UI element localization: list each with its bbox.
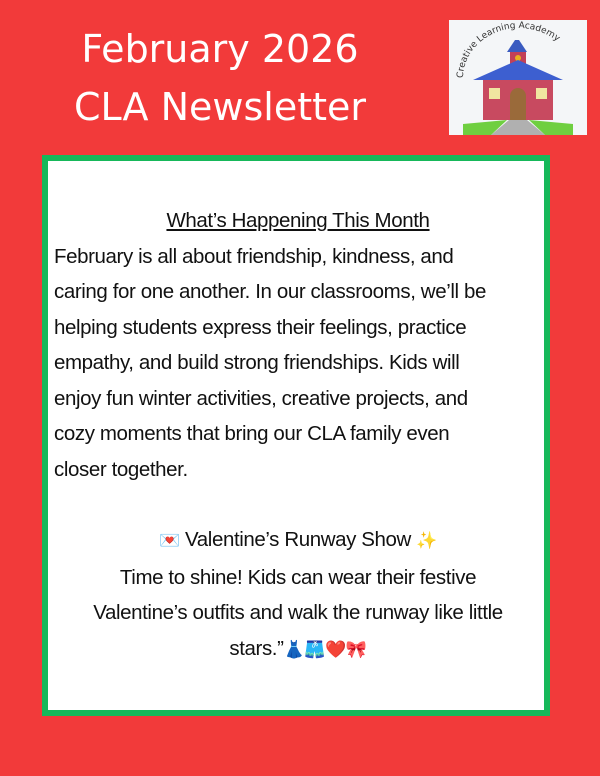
- paragraph-line: February is all about friendship, kindness, and: [54, 244, 454, 268]
- paragraph-line: empathy, and build strong friendships. Kids will: [54, 351, 460, 374]
- paragraph-line: cozy moments that bring our CLA family even: [54, 422, 450, 445]
- runway-heading-text: Valentine’s Runway Show: [185, 528, 411, 551]
- title-line-2: CLA Newsletter: [73, 85, 367, 129]
- schoolhouse-icon: [449, 20, 587, 135]
- paragraph-line: Time to shine! Kids can wear their festive: [119, 565, 477, 589]
- love-letter-icon: 💌: [158, 531, 180, 551]
- paragraph-line: Valentine’s outfits and walk the runway like little: [93, 601, 503, 624]
- outfit-emoji-icons: 👗🩳❤️🎀: [283, 639, 367, 660]
- svg-text:Creative Learning Academy: Creative Learning Academy: [455, 20, 562, 79]
- paragraph-line: caring for one another. In our classrooms, we’ll be: [54, 280, 486, 303]
- paragraph-line: helping students express their feelings, practice: [54, 315, 467, 339]
- newsletter-title: [20, 20, 420, 136]
- newsletter-card: [42, 155, 550, 716]
- section-heading-happening: What’s Happening This Month: [166, 209, 430, 232]
- paragraph-line-last: [54, 631, 542, 669]
- paragraph-line: enjoy fun winter activities, creative projects, and: [54, 386, 468, 410]
- school-logo: [449, 20, 587, 135]
- title-line-1: February 2026: [81, 27, 359, 71]
- sparkles-icon: ✨: [416, 531, 438, 551]
- paragraph-line: closer together.: [54, 457, 188, 481]
- section-heading-runway: [54, 522, 542, 560]
- paragraph-line-text: stars.”: [229, 636, 284, 660]
